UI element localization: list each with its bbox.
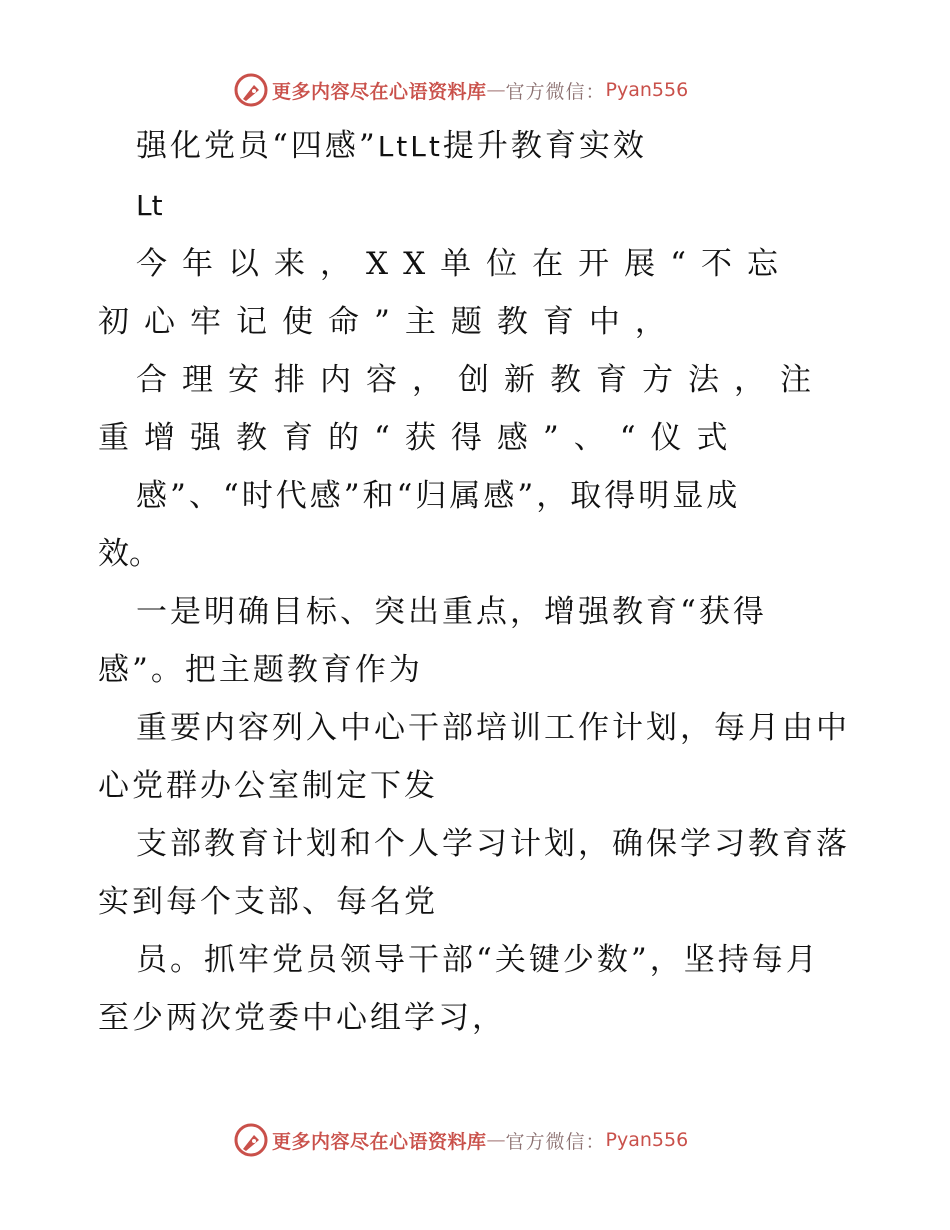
body-line-2: 初心牢记使命”主题教育中， bbox=[98, 304, 681, 340]
body-line-3: 合理安排内容，创新教育方法，注 bbox=[136, 362, 826, 398]
body-line-12: 实到每个支部、每名党 bbox=[98, 884, 438, 920]
title-rest: 提升教育实效 bbox=[442, 128, 647, 164]
glyph-line: Lt bbox=[136, 189, 163, 222]
banner-wechat-label: 官方微信： bbox=[505, 1130, 606, 1153]
title-glyph: LtLt bbox=[377, 130, 443, 163]
banner-slogan: 更多内容尽在心语资料库 bbox=[272, 80, 487, 103]
body-line-7: 一是明确目标、突出重点，增强教育“获得 bbox=[136, 594, 767, 630]
title-text: 强化党员“四感” bbox=[136, 128, 378, 164]
banner-wechat-handle: Pyan556 bbox=[605, 1129, 689, 1151]
body-line-10: 心党群办公室制定下发 bbox=[98, 768, 438, 804]
banner-wechat-label: 官方微信： bbox=[505, 80, 606, 103]
banner-dash: — bbox=[486, 1129, 506, 1151]
body-line-5: 感”、“时代感”和“归属感”，取得明显成 bbox=[136, 478, 741, 514]
body-line-11: 支部教育计划和个人学习计划，确保学习教育落 bbox=[136, 826, 850, 862]
body-line-13: 员。抓牢党员领导干部“关键少数”，坚持每月 bbox=[136, 942, 820, 978]
body-line-14: 至少两次党委中心组学习， bbox=[98, 1000, 506, 1036]
banner-slogan: 更多内容尽在心语资料库 bbox=[272, 1130, 487, 1153]
pen-nib-logo-icon bbox=[234, 73, 268, 107]
document-title bbox=[136, 126, 647, 167]
body-line-9: 重要内容列入中心干部培训工作计划，每月由中 bbox=[136, 710, 850, 746]
footer-banner bbox=[234, 1122, 754, 1158]
body-line-6: 效。 bbox=[98, 536, 160, 572]
banner-dash: — bbox=[486, 79, 506, 101]
body-line-8: 感”。把主题教育作为 bbox=[98, 652, 423, 688]
banner-wechat-handle: Pyan556 bbox=[605, 79, 689, 101]
body-line-1: 今年以来，XX单位在开展“不忘 bbox=[136, 246, 793, 282]
body-line-4: 重增强教育的“获得感”、“仪式 bbox=[98, 420, 743, 456]
header-banner bbox=[234, 72, 754, 108]
pen-nib-logo-icon bbox=[234, 1123, 268, 1157]
